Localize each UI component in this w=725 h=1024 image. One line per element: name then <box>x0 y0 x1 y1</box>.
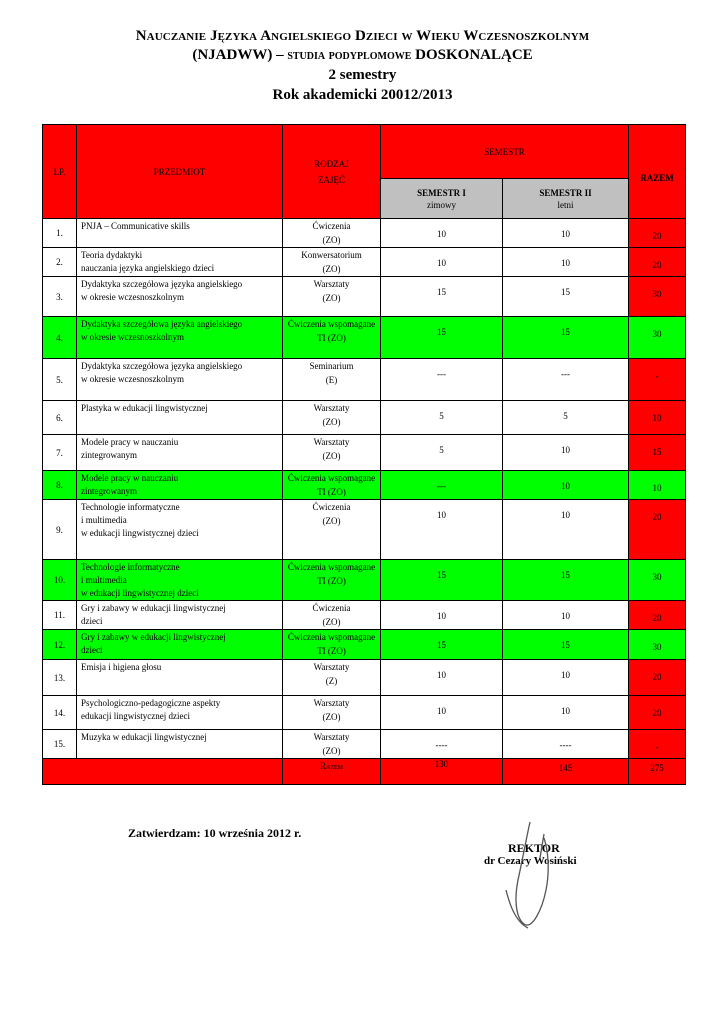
row-subject: PNJA – Communicative skills <box>77 219 283 248</box>
row-sum: 20 <box>629 219 686 248</box>
row-kind-a: Konwersatorium <box>301 250 362 260</box>
doc-title-line3: 2 semestry <box>328 67 397 83</box>
row-kind-a: Warsztaty <box>313 437 350 447</box>
row-sem2: 15 <box>503 630 629 660</box>
row-lp: 11. <box>43 601 77 630</box>
row-sem1: 5 <box>381 401 503 435</box>
row-kind <box>283 435 381 471</box>
row-sem2: 15 <box>503 317 629 359</box>
row-sem1: 10 <box>381 696 503 730</box>
row-kind-b: (ZO) <box>322 264 341 274</box>
row-sem2: 5 <box>503 401 629 435</box>
row-sem1: 15 <box>381 277 503 317</box>
row-subject: Modele pracy w nauczaniu zintegrowanym <box>77 435 283 471</box>
row-lp: 3. <box>43 277 77 317</box>
doc-title-line2 <box>0 47 725 64</box>
row-kind <box>283 560 381 601</box>
table-row <box>43 401 686 435</box>
row-sem2: 10 <box>503 601 629 630</box>
row-sem1: ---- <box>381 730 503 759</box>
table-row <box>43 696 686 730</box>
header-subject: PRZEDMIOT <box>77 125 283 219</box>
row-subject: Teoria dydaktyki nauczania języka angielskiego dzieci <box>77 248 283 277</box>
header-razem: RAZEM <box>629 125 686 219</box>
row-sum: 30 <box>629 317 686 359</box>
doc-title-line1: Nauczanie Języka Angielskiego Dzieci w Wieku Wczesnoszkolnym <box>135 28 590 44</box>
header-kind <box>283 125 381 219</box>
row-kind-b: (Z) <box>325 676 338 686</box>
row-sum: 30 <box>629 560 686 601</box>
signature-icon <box>470 810 580 940</box>
table-row <box>43 277 686 317</box>
table-row <box>43 219 686 248</box>
row-sum: 20 <box>629 601 686 630</box>
row-subject: Technologie informatyczne i multimedia w edukacji lingwistycznej dzieci <box>77 500 283 560</box>
table-row <box>43 660 686 696</box>
row-kind <box>283 471 381 500</box>
row-sum: 20 <box>629 696 686 730</box>
total-blank <box>43 759 283 785</box>
row-kind <box>283 277 381 317</box>
table-row <box>43 500 686 560</box>
row-subject: Psychologiczno-pedagogiczne aspekty edukacji lingwistycznej dzieci <box>77 696 283 730</box>
row-lp: 14. <box>43 696 77 730</box>
row-sem1: --- <box>381 471 503 500</box>
total-sum: 275 <box>629 759 686 785</box>
table-row <box>43 248 686 277</box>
row-sem1: 10 <box>381 601 503 630</box>
row-sem2: ---- <box>503 730 629 759</box>
row-sum: - <box>629 730 686 759</box>
row-subject: Technologie informatyczne i multimedia w edukacji lingwistycznej dzieci <box>77 560 283 601</box>
row-sum: 15 <box>629 435 686 471</box>
row-lp: 8. <box>43 471 77 500</box>
row-kind-b: (ZO) <box>322 617 341 627</box>
row-kind-a: Ćwiczenia wspomagane <box>287 562 376 572</box>
row-kind <box>283 248 381 277</box>
row-lp: 7. <box>43 435 77 471</box>
row-sem2: 10 <box>503 696 629 730</box>
header-kind-b: ZAJĘĆ <box>318 174 345 185</box>
row-subject: Plastyka w edukacji lingwistycznej <box>77 401 283 435</box>
row-kind-b: TI (ZO) <box>317 576 346 586</box>
row-sem2: 10 <box>503 660 629 696</box>
row-sem2: 10 <box>503 435 629 471</box>
row-sem1: --- <box>381 359 503 401</box>
row-lp: 6. <box>43 401 77 435</box>
row-lp: 5. <box>43 359 77 401</box>
row-kind-a: Ćwiczenia wspomagane <box>287 632 376 642</box>
row-sum: 10 <box>629 471 686 500</box>
row-sum: 20 <box>629 660 686 696</box>
doc-title-line4: Rok akademicki 20012/2013 <box>272 87 453 103</box>
row-lp: 15. <box>43 730 77 759</box>
row-kind <box>283 401 381 435</box>
header-sem2-b: letni <box>557 199 574 210</box>
row-kind-b: (ZO) <box>322 746 341 756</box>
row-kind-a: Seminarium <box>309 361 354 371</box>
row-kind-b: TI (ZO) <box>317 487 346 497</box>
row-subject: Dydaktyka szczegółowa języka angielskiego w okresie wczesnoszkolnym <box>77 317 283 359</box>
approval-text: Zatwierdzam: 10 września 2012 r. <box>128 826 302 840</box>
row-kind <box>283 660 381 696</box>
row-sem1: 5 <box>381 435 503 471</box>
row-sem1: 15 <box>381 630 503 660</box>
header-lp: LP. <box>43 125 77 219</box>
total-s2: 145 <box>503 759 629 785</box>
row-lp: 1. <box>43 219 77 248</box>
row-kind-b: (E) <box>325 375 338 385</box>
row-kind-a: Ćwiczenia <box>312 502 351 512</box>
row-sum: 30 <box>629 630 686 660</box>
row-subject: Gry i zabawy w edukacji lingwistycznej dzieci <box>77 601 283 630</box>
row-subject: Gry i zabawy w edukacji lingwistycznej dzieci <box>77 630 283 660</box>
row-subject: Dydaktyka szczegółowa języka angielskiego w okresie wczesnoszkolnym <box>77 277 283 317</box>
row-lp: 10. <box>43 560 77 601</box>
row-sem2: 10 <box>503 471 629 500</box>
header-sem2-a: SEMESTR II <box>539 187 592 198</box>
row-kind-a: Warsztaty <box>313 403 350 413</box>
row-subject: Modele pracy w nauczaniu zintegrowanym <box>77 471 283 500</box>
table-row <box>43 471 686 500</box>
row-kind-a: Warsztaty <box>313 698 350 708</box>
header-sem1 <box>381 179 503 219</box>
row-lp: 4. <box>43 317 77 359</box>
row-sum: - <box>629 359 686 401</box>
row-kind-b: TI (ZO) <box>317 333 346 343</box>
row-kind-b: TI (ZO) <box>317 646 346 656</box>
row-lp: 2. <box>43 248 77 277</box>
row-kind-a: Warsztaty <box>313 732 350 742</box>
row-sem1: 15 <box>381 317 503 359</box>
row-kind <box>283 601 381 630</box>
row-kind <box>283 500 381 560</box>
row-subject: Emisja i higiena głosu <box>77 660 283 696</box>
table-row <box>43 359 686 401</box>
row-sem1: 15 <box>381 560 503 601</box>
row-sem2: 10 <box>503 248 629 277</box>
row-sum: 20 <box>629 248 686 277</box>
header-kind-a: RODZAJ <box>314 158 349 169</box>
row-kind-a: Ćwiczenia <box>312 221 351 231</box>
table-row <box>43 560 686 601</box>
row-kind-a: Warsztaty <box>313 662 350 672</box>
row-subject: Dydaktyka szczegółowa języka angielskiego w okresie wczesnoszkolnym <box>77 359 283 401</box>
row-kind <box>283 219 381 248</box>
doc-title-line2-b: studia podyplomowe <box>287 48 412 63</box>
total-s1: 130 <box>381 759 503 785</box>
row-sem2: 10 <box>503 500 629 560</box>
row-kind-b: (ZO) <box>322 451 341 461</box>
row-sem2: 15 <box>503 277 629 317</box>
header-sem1-b: zimowy <box>427 199 456 210</box>
row-kind-b: (ZO) <box>322 516 341 526</box>
row-kind <box>283 696 381 730</box>
row-kind <box>283 359 381 401</box>
row-sum: 20 <box>629 500 686 560</box>
row-sem2: 15 <box>503 560 629 601</box>
row-sem1: 10 <box>381 248 503 277</box>
row-sum: 30 <box>629 277 686 317</box>
total-label: Razem <box>283 759 381 785</box>
row-lp: 13. <box>43 660 77 696</box>
table-row <box>43 601 686 630</box>
row-sum: 10 <box>629 401 686 435</box>
row-subject: Muzyka w edukacji lingwistycznej <box>77 730 283 759</box>
row-kind-a: Warsztaty <box>313 279 350 289</box>
row-kind-b: (ZO) <box>322 417 341 427</box>
row-kind <box>283 317 381 359</box>
row-kind-a: Ćwiczenia <box>312 603 351 613</box>
row-sem1: 10 <box>381 660 503 696</box>
rektor-title: REKTOR <box>508 841 560 855</box>
doc-title-line2-c: DOSKONALĄCE <box>411 47 533 63</box>
table-row <box>43 730 686 759</box>
row-kind-a: Ćwiczenia wspomagane <box>287 319 376 329</box>
row-kind-b: (ZO) <box>322 235 341 245</box>
table-row <box>43 630 686 660</box>
row-sem1: 10 <box>381 219 503 248</box>
table-row <box>43 435 686 471</box>
rektor-name: dr Cezary Wosiński <box>484 855 577 867</box>
table-row <box>43 317 686 359</box>
row-kind-b: (ZO) <box>322 293 341 303</box>
row-kind <box>283 630 381 660</box>
doc-title-line2-a: (NJADWW) – <box>192 47 288 63</box>
row-lp: 9. <box>43 500 77 560</box>
row-sem1: 10 <box>381 500 503 560</box>
header-sem1-a: SEMESTR I <box>417 187 466 198</box>
curriculum-table <box>42 124 686 785</box>
row-lp: 12. <box>43 630 77 660</box>
row-kind-b: (ZO) <box>322 712 341 722</box>
row-sem2: 10 <box>503 219 629 248</box>
row-kind <box>283 730 381 759</box>
row-sem2: --- <box>503 359 629 401</box>
header-semestr: SEMESTR <box>381 125 629 179</box>
row-kind-a: Ćwiczenia wspomagane <box>287 473 376 483</box>
header-sem2 <box>503 179 629 219</box>
